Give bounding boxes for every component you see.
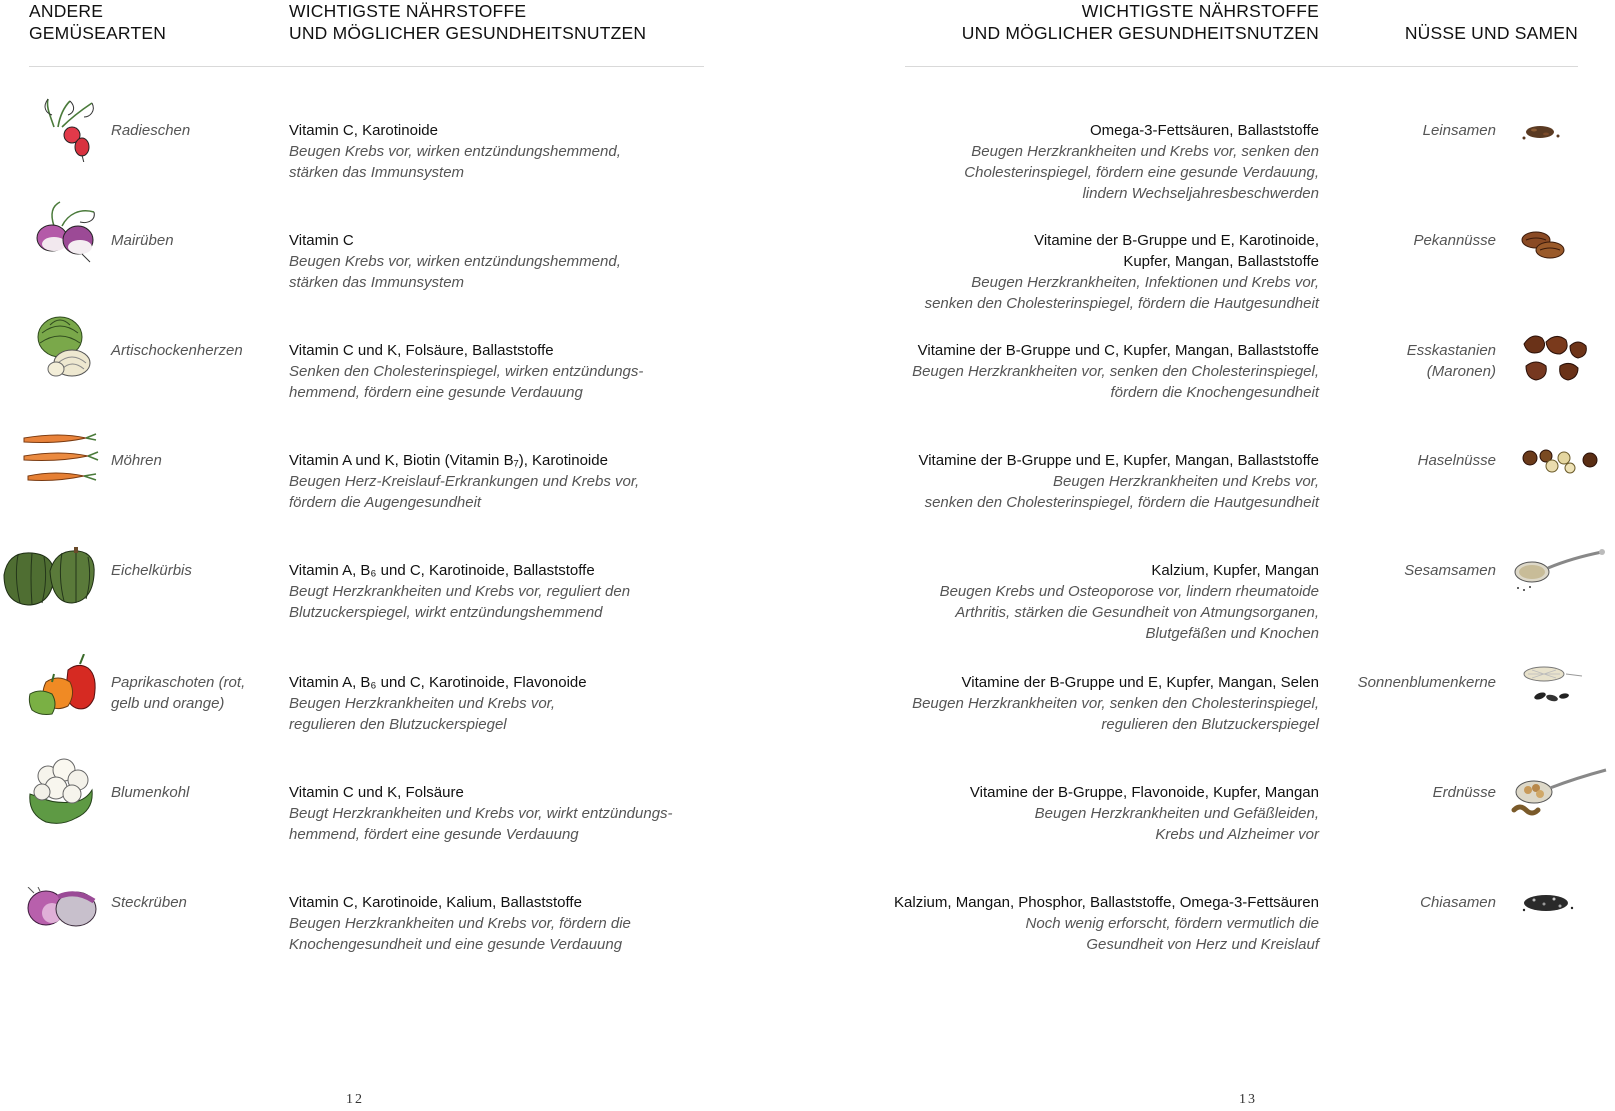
health-benefit: Beugen Krebs vor, wirken entzündungshemmend, stärken das Immunsystem [289,253,621,291]
nut-name: Erdnüsse [1432,784,1496,801]
header-nuts-seeds [1405,22,1578,44]
header-line: GEMÜSEARTEN [29,23,167,43]
nutrient-title: Kalzium, Kupfer, Mangan [1151,562,1319,579]
nut-row [0,672,1615,772]
nut-name: Sesamsamen [1404,562,1496,579]
nutrient-title: Vitamine der B-Gruppe und C, Kupfer, Mangan, Ballaststoffe [917,342,1319,359]
header-line: UND MÖGLICHER GESUNDHEITSNUTZEN [961,23,1319,43]
nut-row [0,120,1615,220]
header-line: UND MÖGLICHER GESUNDHEITSNUTZEN [289,23,647,43]
nutrient-title: Vitamin C und K, Folsäure [289,784,464,801]
nutrient-title: Vitamine der B-Gruppe und E, Kupfer, Mangan, Selen [961,674,1319,691]
health-benefit: Beugen Herzkrankheiten und Krebs vor, senken den Cholesterinspiegel, fördern eine gesunde Verdauung, lindern Wechseljahresbeschwerden [964,143,1319,202]
vegetable-name: Paprikaschoten (rot, gelb und orange) [111,674,246,712]
nutrient-title: Vitamine der B-Gruppe und E, Karotinoide, Kupfer, Mangan, Ballaststoffe [1034,232,1319,270]
nutrient-block [970,782,1319,845]
health-benefit: Beugen Herzkrankheiten und Krebs vor, regulieren den Blutzuckerspiegel [289,695,555,733]
nut-row [0,560,1615,660]
health-benefit: Senken den Cholesterinspiegel, wirken entzündungs- hemmend, fördern eine gesunde Verdauung [289,363,644,401]
vegetable-name: Möhren [111,452,162,469]
vegetable-name: Mairüben [111,232,174,249]
health-benefit: Beugen Herzkrankheiten und Gefäßleiden, Krebs und Alzheimer vor [1034,805,1319,843]
nutrient-block [940,560,1319,644]
vegetable-name: Radieschen [111,122,191,139]
header-line: WICHTIGSTE NÄHRSTOFFE [289,1,527,21]
nut-row [0,230,1615,330]
health-benefit: Beugen Herz-Kreislauf-Erkrankungen und Krebs vor, fördern die Augengesundheit [289,473,640,511]
nutrient-block [918,450,1319,513]
vegetable-name: Eichelkürbis [111,562,192,579]
nutrient-title: Vitamin C und K, Folsäure, Ballaststoffe [289,342,554,359]
nutrient-title: Vitamine der B-Gruppe und E, Kupfer, Mangan, Ballaststoffe [918,452,1319,469]
nutrient-title: Vitamin C, Karotinoide, Kalium, Ballaststoffe [289,894,582,911]
health-benefit: Beugen Herzkrankheiten vor, senken den Cholesterinspiegel, regulieren den Blutzuckerspiegel [912,695,1319,733]
nut-row [0,450,1615,550]
header-divider-left [29,66,704,67]
chestnut-icon [1520,332,1590,384]
nut-name: Sonnenblumenkerne [1357,674,1496,691]
nut-name: Haselnüsse [1417,452,1496,469]
sesame-spoon-icon [1512,546,1608,594]
health-benefit: Beugen Krebs vor, wirken entzündungshemmend, stärken das Immunsystem [289,143,621,181]
nutrient-block [925,230,1319,314]
header-line: WICHTIGSTE NÄHRSTOFFE [1081,1,1319,21]
flaxseed-icon [1520,120,1562,144]
nutrient-title: Vitamin C [289,232,354,249]
nut-name: Chiasamen [1420,894,1496,911]
nutrient-title: Vitamin A, B₆ und C, Karotinoide, Flavonoide [289,674,587,691]
health-benefit: Beugt Herzkrankheiten und Krebs vor, wirkt entzündungs- hemmend, fördert eine gesunde Verdauung [289,805,673,843]
nut-row [0,892,1615,992]
page-number-right: 13 [1239,1092,1257,1107]
nut-name: Pekannüsse [1413,232,1496,249]
health-benefit: Beugen Krebs und Osteoporose vor, lindern rheumatoide Arthritis, stärken die Gesundheit von Atmungsorganen, Blutgefäßen und Knochen [939,583,1319,642]
nutrient-title: Vitamin C, Karotinoide [289,122,438,139]
header-line: NÜSSE UND SAMEN [1404,23,1578,43]
header-nutrients-left [289,0,646,44]
nut-row [0,782,1615,882]
header-nutrients-right [962,0,1319,44]
header-other-vegetables [29,0,166,44]
health-benefit: Beugen Herzkrankheiten und Krebs vor, fördern die Knochengesundheit und eine gesunde Verdauung [289,915,631,953]
nut-name: Esskastanien (Maronen) [1406,342,1496,380]
nutrient-title: Kalzium, Mangan, Phosphor, Ballaststoffe, Omega-3-Fettsäuren [894,894,1319,911]
nutrient-title: Omega-3-Fettsäuren, Ballaststoffe [1090,122,1319,139]
chia-seed-icon [1520,890,1576,916]
header-line: ANDERE [29,1,104,21]
nutrient-title: Vitamine der B-Gruppe, Flavonoide, Kupfer, Mangan [969,784,1319,801]
nutrient-title: Vitamin A und K, Biotin (Vitamin B₇), Karotinoide [289,452,608,469]
nut-name: Leinsamen [1422,122,1496,139]
health-benefit: Beugen Herzkrankheiten vor, senken den Cholesterinspiegel, fördern die Knochengesundheit [912,363,1319,401]
health-benefit: Beugt Herzkrankheiten und Krebs vor, reguliert den Blutzuckerspiegel, wirkt entzündungshemmend [289,583,631,621]
nutrient-title: Vitamin A, B₆ und C, Karotinoide, Ballaststoffe [289,562,595,579]
vegetable-name: Blumenkohl [111,784,190,801]
header-divider-right [905,66,1578,67]
hazelnut-icon [1520,444,1600,474]
nutrient-block [964,120,1319,204]
health-benefit: Noch wenig erforscht, fördern vermutlich die Gesundheit von Herz und Kreislauf [1025,915,1319,953]
nutrient-block [912,340,1319,403]
health-benefit: Beugen Herzkrankheiten und Krebs vor, senken den Cholesterinspiegel, fördern die Hautgesundheit [924,473,1319,511]
vegetable-name: Steckrüben [111,894,187,911]
nutrient-block [912,672,1319,735]
health-benefit: Beugen Herzkrankheiten, Infektionen und Krebs vor, senken den Cholesterinspiegel, fördern die Hautgesundheit [924,274,1319,312]
sunflower-seed-icon [1520,664,1600,708]
vegetable-name: Artischockenherzen [111,342,243,359]
page-number-left: 12 [346,1092,364,1107]
pecan-icon [1518,230,1570,260]
nutrient-block [894,892,1319,955]
peanut-spoon-icon [1510,766,1610,822]
nut-row [0,340,1615,440]
